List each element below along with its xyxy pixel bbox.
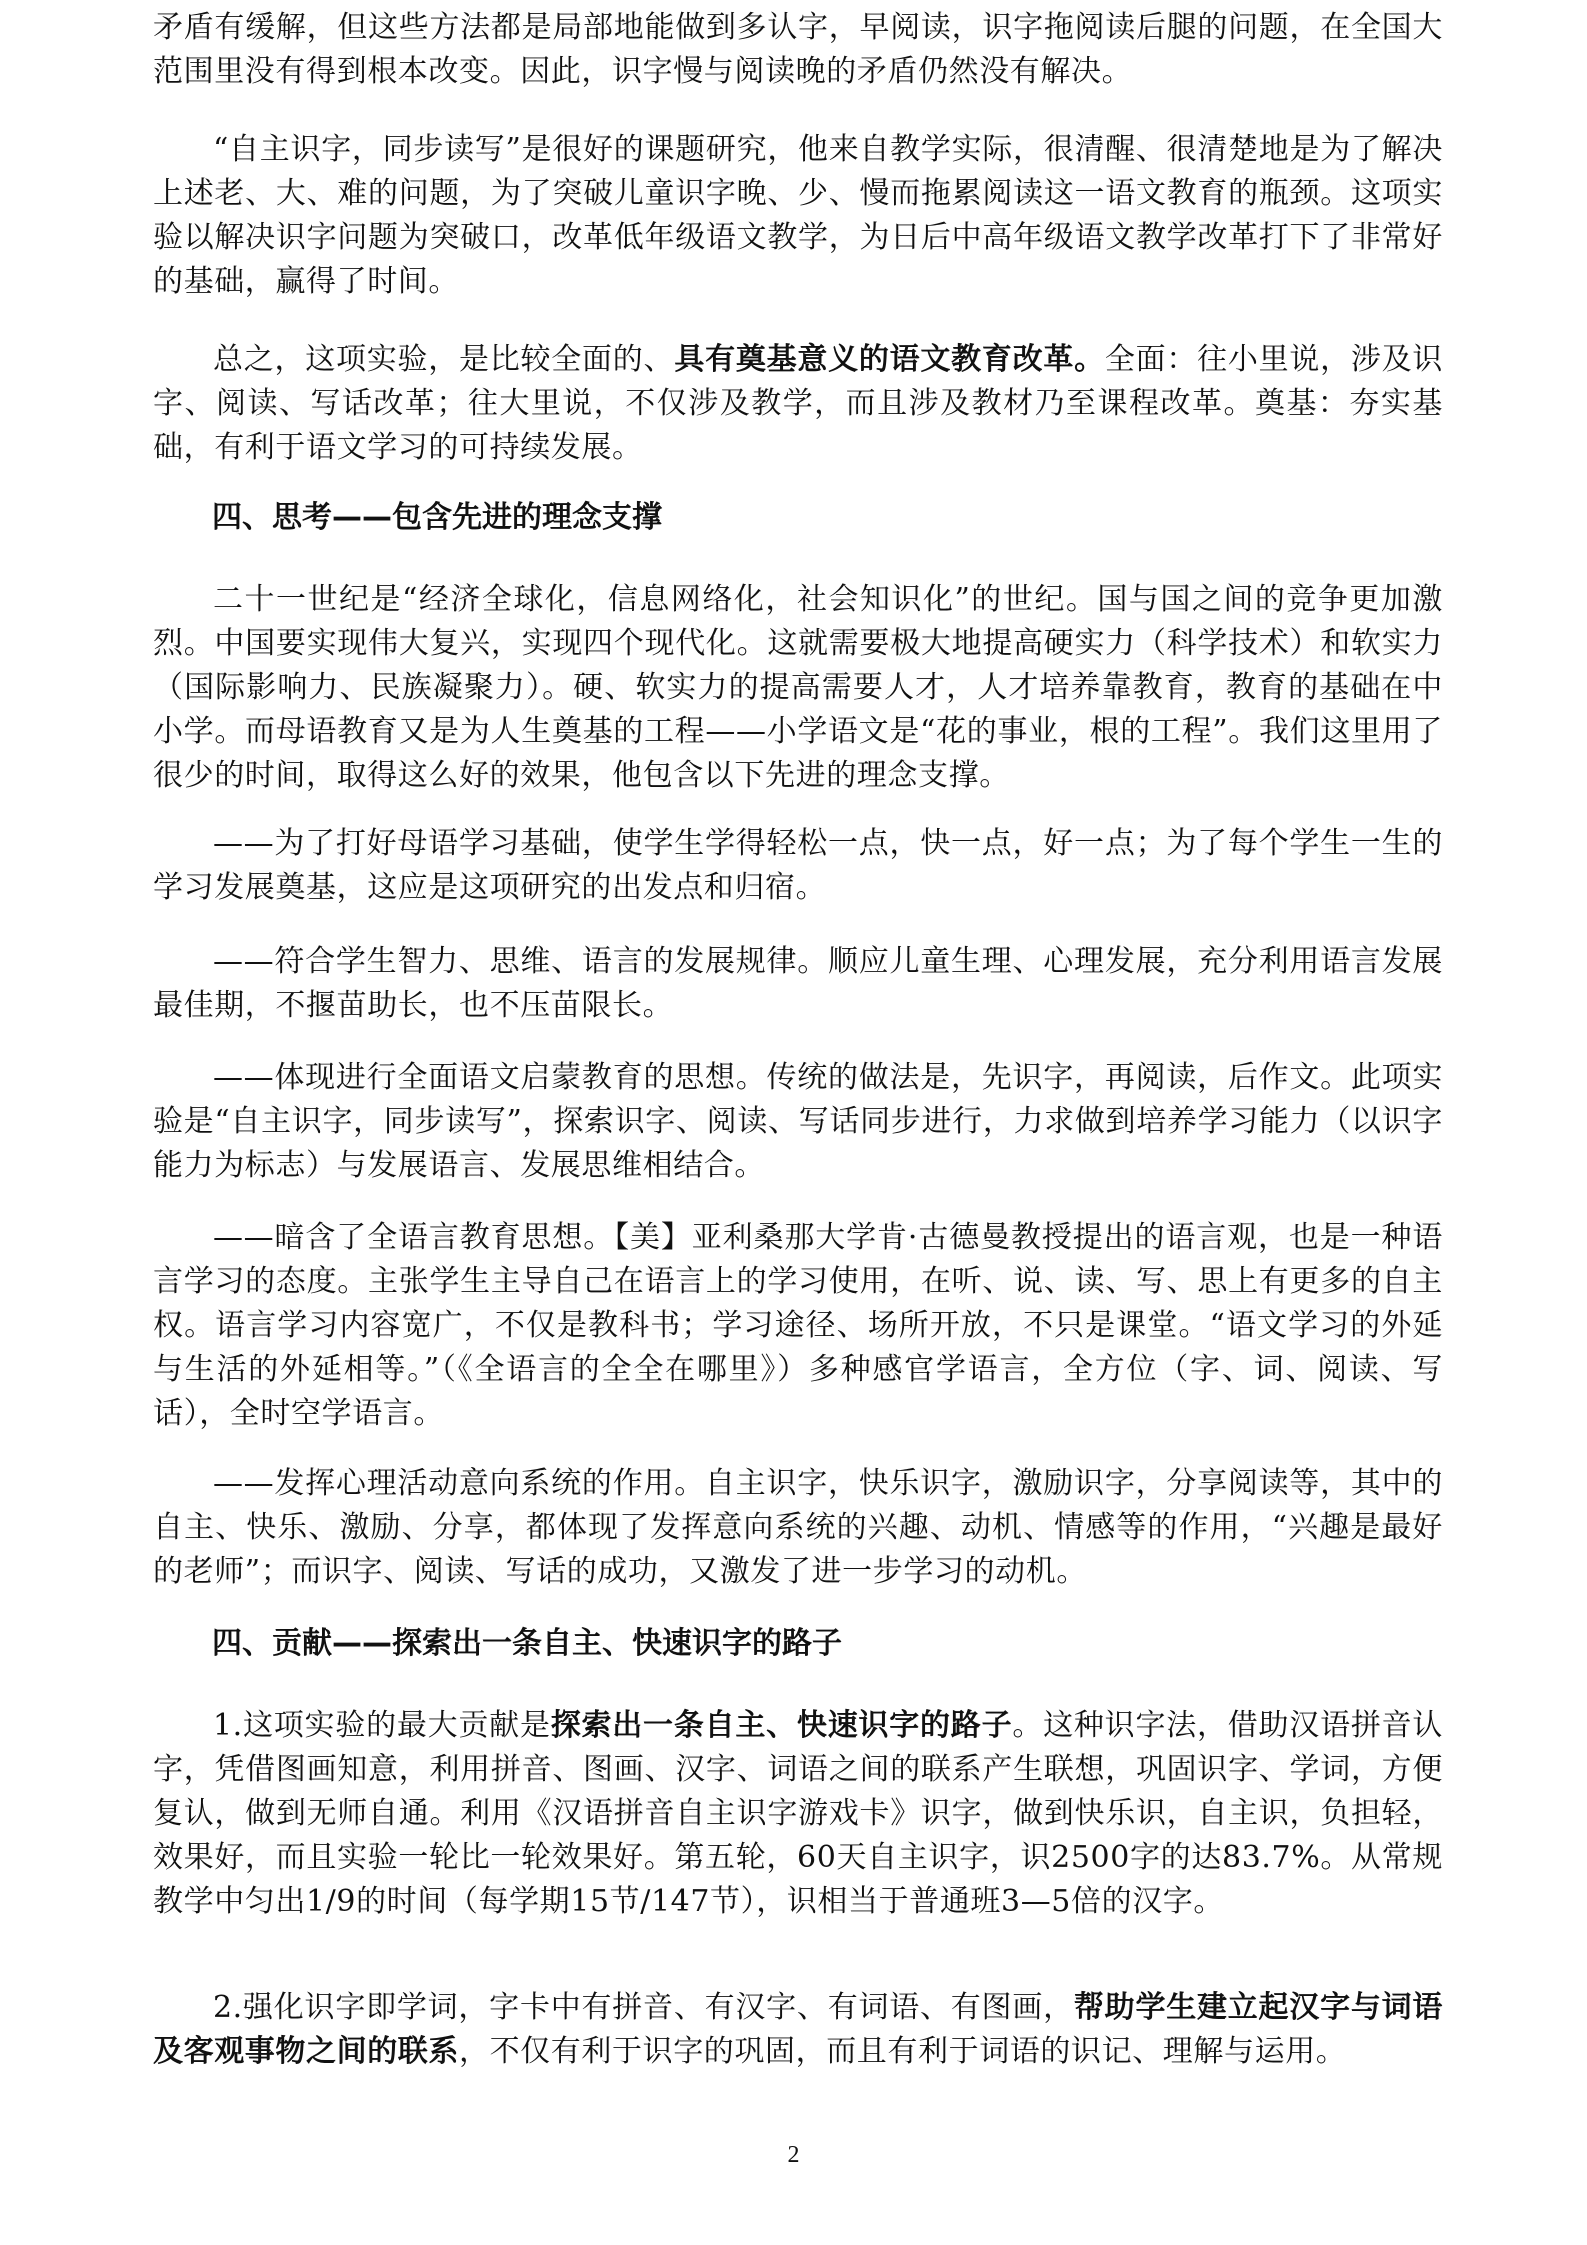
paragraph-10-emphasis: 探索出一条自主、快速识字的路子 <box>550 1708 1013 1743</box>
paragraph-3-text-a: 总之，这项实验，是比较全面的、 <box>213 342 675 377</box>
section-heading-contribution: 四、贡献——探索出一条自主、快速识字的路子 <box>212 1626 842 1661</box>
paragraph-5: ——为了打好母语学习基础，使学生学得轻松一点，快一点，好一点；为了每个学生一生的学习发展奠基，这应是这项研究的出发点和归宿。 <box>153 826 1443 905</box>
paragraph-11-text-c: ，不仅有利于识字的巩固，而且有利于词语的识记、理解与运用。 <box>459 2034 1347 2069</box>
paragraph-3-emphasis: 具有奠基意义的语文教育改革。 <box>674 342 1105 377</box>
paragraph-4: 二十一世纪是“经济全球化，信息网络化，社会知识化”的世纪。国与国之间的竞争更加激烈。中国要实现伟大复兴，实现四个现代化。这就需要极大地提高硬实力（科学技术）和软实力（国际影响力、民族凝聚力）。硬、软实力的提高需要人才，人才培养靠教育，教育的基础在中小学。而母语教育又是为人生奠基的工程——小学语文是“花的事业，根的工程”。我们这里用了很少的时间，取得这么好的效果，他包含以下先进的理念支撑。 <box>153 582 1443 793</box>
paragraph-11-text-a: 2.强化识字即学词，字卡中有拼音、有汉字、有词语、有图画， <box>213 1990 1074 2025</box>
paragraph-6: ——符合学生智力、思维、语言的发展规律。顺应儿童生理、心理发展，充分利用语言发展最佳期，不揠苗助长，也不压苗限长。 <box>153 944 1443 1023</box>
paragraph-11 <box>153 1986 1443 2074</box>
section-heading-thinking: 四、思考——包含先进的理念支撑 <box>212 500 662 535</box>
paragraph-10 <box>153 1704 1443 1924</box>
paragraph-7: ——体现进行全面语文启蒙教育的思想。传统的做法是，先识字，再阅读，后作文。此项实验是“自主识字，同步读写”，探索识字、阅读、写话同步进行，力求做到培养学习能力（以识字能力为标志）与发展语言、发展思维相结合。 <box>153 1060 1443 1183</box>
paragraph-10-text-a: 1.这项实验的最大贡献是 <box>213 1708 551 1743</box>
page-number: 2 <box>787 2142 800 2168</box>
paragraph-3 <box>153 338 1443 470</box>
paragraph-10-text-c: 。这种识字法，借助汉语拼音认字，凭借图画知意，利用拼音、图画、汉字、词语之间的联系产生联想，巩固识字、学词，方便复认，做到无师自通。利用《汉语拼音自主识字游戏卡》识字，做到快乐识，自主识，负担轻，效果好，而且实验一轮比一轮效果好。第五轮，60天自主识字，识2500字的达83.7%。从常规教学中匀出1/9的时间（每学期15节/147节），识相当于普通班3—5倍的汉字。 <box>153 1708 1443 1919</box>
paragraph-3-text-c: 全面：往小里说，涉及识字、阅读、写话改革；往大里说，不仅涉及教学，而且涉及教材乃至课程改革。奠基：夯实基础，有利于语文学习的可持续发展。 <box>153 342 1444 465</box>
paragraph-1: 矛盾有缓解，但这些方法都是局部地能做到多认字，早阅读，识字拖阅读后腿的问题，在全国大范围里没有得到根本改变。因此，识字慢与阅读晚的矛盾仍然没有解决。 <box>153 10 1443 89</box>
paragraph-8: ——暗含了全语言教育思想。【美】亚利桑那大学肯·古德曼教授提出的语言观，也是一种语言学习的态度。主张学生主导自己在语言上的学习使用，在听、说、读、写、思上有更多的自主权。语言学习内容宽广，不仅是教科书；学习途径、场所开放，不只是课堂。“语文学习的外延与生活的外延相等。”（《全语言的全全在哪里》）多种感官学语言，全方位（字、词、阅读、写话），全时空学语言。 <box>153 1220 1443 1431</box>
paragraph-9: ——发挥心理活动意向系统的作用。自主识字，快乐识字，激励识字，分享阅读等，其中的自主、快乐、激励、分享，都体现了发挥意向系统的兴趣、动机、情感等的作用，“兴趣是最好的老师”；而识字、阅读、写话的成功，又激发了进一步学习的动机。 <box>153 1466 1443 1589</box>
paragraph-2: “自主识字，同步读写”是很好的课题研究，他来自教学实际，很清醒、很清楚地是为了解决上述老、大、难的问题，为了突破儿童识字晚、少、慢而拖累阅读这一语文教育的瓶颈。这项实验以解决识字问题为突破口，改革低年级语文教学，为日后中高年级语文教学改革打下了非常好的基础，赢得了时间。 <box>153 132 1443 299</box>
paragraph-11-emphasis: 帮助学生建立起汉字与词语及客观事物之间的联系 <box>153 1990 1443 2069</box>
